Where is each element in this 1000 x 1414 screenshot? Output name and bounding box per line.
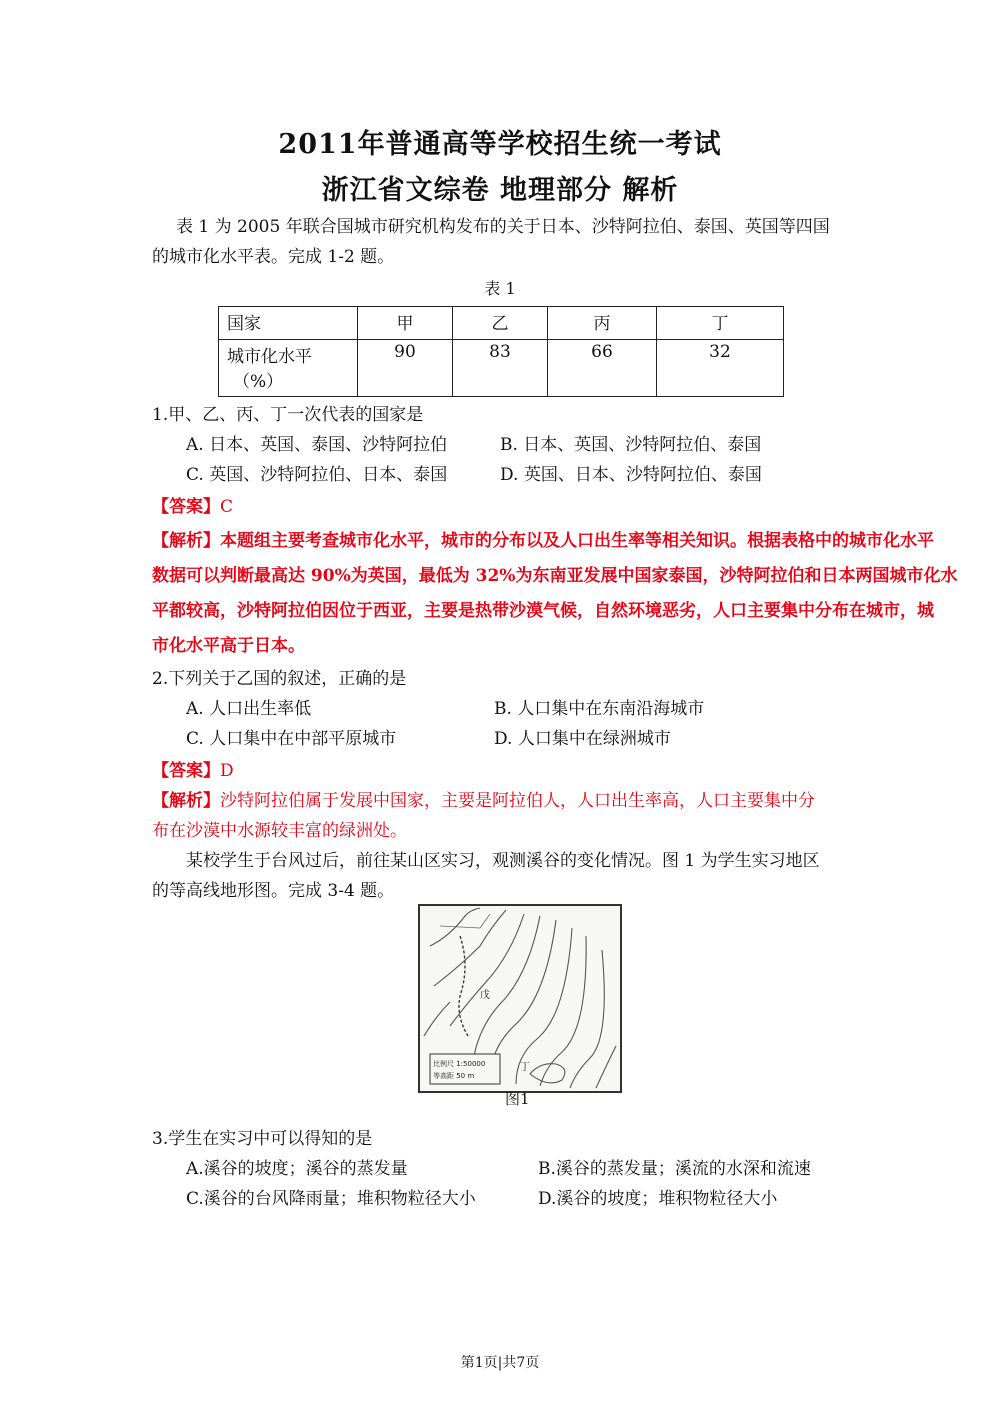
table-cell: 66 [548, 340, 657, 397]
question-1-stem: 1.甲、乙、丙、丁一次代表的国家是 [152, 405, 424, 425]
table-header-row [219, 307, 784, 340]
page-footer: 第1页|共7页 [460, 1355, 540, 1371]
question-3-option-c: C.溪谷的台风降雨量；堆积物粒径大小 [186, 1189, 476, 1209]
contour-line [434, 910, 506, 986]
map-scale: 比例尺 1:50000 [433, 1060, 486, 1068]
question-2-analysis [152, 786, 815, 846]
question-3-stem: 3.学生在实习中可以得知的是 [152, 1129, 373, 1149]
intro-1-line-1: 表 1 为 2005 年联合国城市研究机构发布的关于日本、沙特阿拉伯、泰国、英国等四国 [176, 217, 830, 237]
question-2-answer [152, 756, 234, 781]
question-2-option-d: D. 人口集中在绿洲城市 [494, 729, 671, 749]
analysis-label: 【解析】 [152, 531, 220, 551]
table-header-cell: 甲 [358, 307, 453, 340]
contour-map [420, 906, 620, 1091]
question-2-option-a: A. 人口出生率低 [186, 699, 312, 719]
analysis-line: 平都较高，沙特阿拉伯因位于西亚，主要是热带沙漠气候，自然环境恶劣，人口主要集中分布在城市，城 [152, 601, 934, 621]
question-1-option-a: A. 日本、英国、泰国、沙特阿拉伯 [186, 435, 448, 455]
table-cell: 83 [453, 340, 548, 397]
table-header-cell: 丙 [548, 307, 657, 340]
table-cell: 90 [358, 340, 453, 397]
question-3-option-a: A.溪谷的坡度；溪谷的蒸发量 [186, 1159, 408, 1179]
contour-line [516, 928, 572, 1084]
analysis-line: 市化水平高于日本。 [152, 636, 305, 656]
contour-line [570, 950, 604, 1088]
intro-2-line-2: 的等高线地形图。完成 3-4 题。 [152, 881, 395, 901]
table-row [219, 340, 784, 397]
contour-map-figure [418, 904, 622, 1093]
analysis-line: 本题组主要考查城市化水平，城市的分布以及人口出生率等相关知识。根据表格中的城市化水平 [220, 531, 934, 551]
row-label-line-2: （%） [233, 372, 284, 392]
analysis-label: 【解析】 [152, 791, 220, 811]
question-2-stem: 2.下列关于乙国的叙述，正确的是 [152, 669, 407, 689]
answer-label: 【答案】 [152, 497, 220, 517]
stream-line [459, 936, 468, 1036]
intro-2-line-1: 某校学生于台风过后，前往某山区实习，观测溪谷的变化情况。图 1 为学生实习地区 [186, 851, 820, 871]
contour-line [490, 920, 556, 1076]
answer-value: C [220, 497, 234, 517]
table-header-cell: 国家 [219, 307, 358, 340]
label-wu: 戊 [480, 990, 490, 1001]
figure-caption: 图1 [505, 1090, 530, 1108]
question-2-option-c: C. 人口集中在中部平原城市 [186, 729, 397, 749]
intro-1-line-2: 的城市化水平表。完成 1-2 题。 [152, 247, 395, 267]
question-1-option-b: B. 日本、英国、沙特阿拉伯、泰国 [500, 435, 762, 455]
question-1-option-d: D. 英国、日本、沙特阿拉伯、泰国 [500, 465, 762, 485]
page-subtitle: 浙江省文综卷 地理部分 解析 [321, 175, 679, 206]
row-label-line-1: 城市化水平 [227, 347, 312, 367]
contour-line [540, 936, 586, 1086]
question-3-option-d: D.溪谷的坡度；堆积物粒径大小 [538, 1189, 778, 1209]
answer-label: 【答案】 [152, 761, 220, 781]
contour-line [474, 916, 540, 1056]
question-1-analysis [152, 524, 957, 664]
urbanization-table [218, 306, 784, 397]
map-interval: 等高距 50 m [433, 1072, 475, 1080]
analysis-line: 沙特阿拉伯属于发展中国家，主要是阿拉伯人，人口出生率高，人口主要集中分 [220, 791, 815, 811]
contour-line [450, 914, 524, 1026]
table-header-cell: 乙 [453, 307, 548, 340]
contour-line [596, 1046, 616, 1088]
table-caption: 表 1 [484, 279, 516, 298]
question-2-option-b: B. 人口集中在东南沿海城市 [494, 699, 705, 719]
label-ding: 丁 [520, 1062, 530, 1073]
table-row-label [219, 340, 358, 397]
question-1-answer [152, 492, 233, 517]
analysis-line: 数据可以判断最高达 90%为英国，最低为 32%为东南亚发展中国家泰国，沙特阿拉伯和日本两国城市化水 [152, 566, 958, 586]
contour-line [530, 1064, 565, 1083]
contour-line [424, 1002, 450, 1036]
answer-value: D [220, 761, 234, 781]
analysis-line: 布在沙漠中水源较丰富的绿洲处。 [152, 821, 407, 841]
table-cell: 32 [657, 340, 784, 397]
page-title: 2011年普通高等学校招生统一考试 [278, 129, 722, 160]
question-3-option-b: B.溪谷的蒸发量；溪流的水深和流速 [538, 1159, 811, 1179]
table-header-cell: 丁 [657, 307, 784, 340]
question-1-option-c: C. 英国、沙特阿拉伯、日本、泰国 [186, 465, 448, 485]
